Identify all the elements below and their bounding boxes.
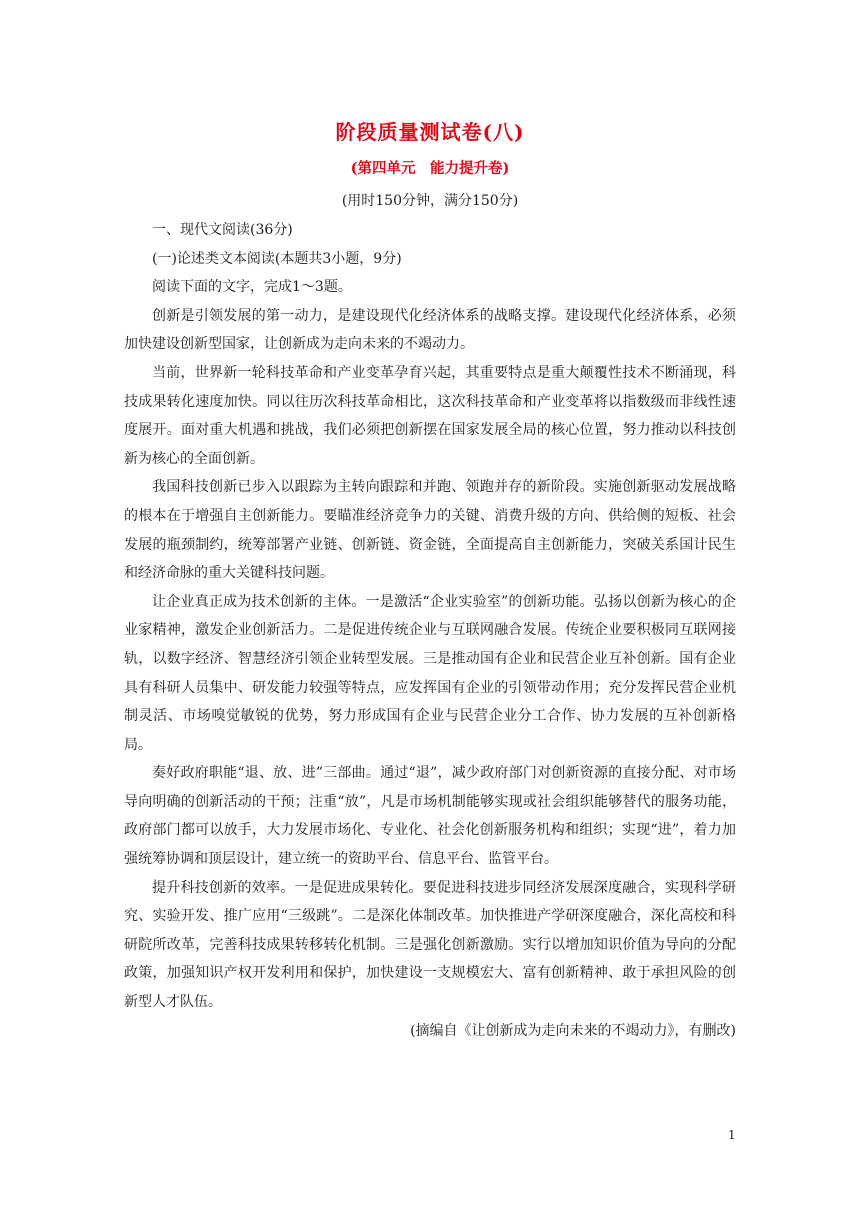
passage-paragraph-3: 我国科技创新已步入以跟踪为主转向跟踪和并跑、领跑并存的新阶段。实施创新驱动发展战略的根本在于增强自主创新能力。要瞄准经济竞争力的关键、消费升级的方向、供给侧的短板、社会发展的瓶颈制约，统筹部署产业链、创新链、资金链，全面提高自主创新能力，突破关系国计民生和经济命脉的重大关键科技问题。: [124, 479, 736, 582]
reading-instruction: 阅读下面的文字，完成1～3题。: [152, 279, 352, 296]
page-number: 1: [728, 1128, 736, 1142]
document-body: [124, 216, 736, 1045]
section-heading: 一、现代文阅读(36分): [152, 222, 293, 238]
passage-paragraph-1: 创新是引领发展的第一动力，是建设现代化经济体系的战略支撑。建设现代化经济体系，必须加快建设创新型国家，让创新成为走向未来的不竭动力。: [124, 307, 736, 353]
passage-paragraph-5: 奏好政府职能“退、放、进”三部曲。通过“退”，减少政府部门对创新资源的直接分配、对市场导向明确的创新活动的干预；注重“放”，凡是市场机制能够实现或社会组织能够替代的服务功能，政府部门都可以放手，大力发展市场化、专业化、社会化创新服务机构和组织；实现“进”，着力加强统筹协调和顶层设计，建立统一的资助平台、信息平台、监管平台。: [124, 765, 736, 868]
passage-paragraph-2: 当前，世界新一轮科技革命和产业变革孕育兴起，其重要特点是重大颠覆性技术不断涌现，科技成果转化速度加快。同以往历次科技革命相比，这次科技革命和产业变革将以指数级而非线性速度展开。面对重大机遇和挑战，我们必须把创新摆在国家发展全局的核心位置，努力推动以科技创新为核心的全面创新。: [124, 364, 736, 467]
page-subtitle: (第四单元 能力提升卷): [350, 160, 510, 177]
section-subheading: (一)论述类文本阅读(本题共3小题，9分): [152, 250, 402, 267]
exam-timing: (用时150分钟，满分150分): [341, 193, 519, 209]
page-title: 阶段质量测试卷(八): [335, 120, 525, 144]
passage-source: (摘编自《让创新成为走向未来的不竭动力》，有删改): [410, 1022, 736, 1039]
passage-paragraph-4: 让企业真正成为技术创新的主体。一是激活“企业实验室”的创新功能。弘扬以创新为核心的企业家精神，激发企业创新活力。二是促进传统企业与互联网融合发展。传统企业要积极同互联网接轨，以数字经济、智慧经济引领企业转型发展。三是推动国有企业和民营企业互补创新。国有企业具有科研人员集中、研发能力较强等特点，应发挥国有企业的引领带动作用；充分发挥民营企业机制灵活、市场嗅觉敏锐的优势，努力形成国有企业与民营企业分工合作、协力发展的互补创新格局。: [124, 593, 736, 753]
passage-paragraph-6: 提升科技创新的效率。一是促进成果转化。要促进科技进步同经济发展深度融合，实现科学研究、实验开发、推广应用“三级跳”。二是深化体制改革。加快推进产学研深度融合，深化高校和科研院所改革，完善科技成果转移转化机制。三是强化创新激励。实行以增加知识价值为导向的分配政策，加强知识产权开发利用和保护，加快建设一支规模宏大、富有创新精神、敢于承担风险的创新型人才队伍。: [124, 879, 736, 1011]
